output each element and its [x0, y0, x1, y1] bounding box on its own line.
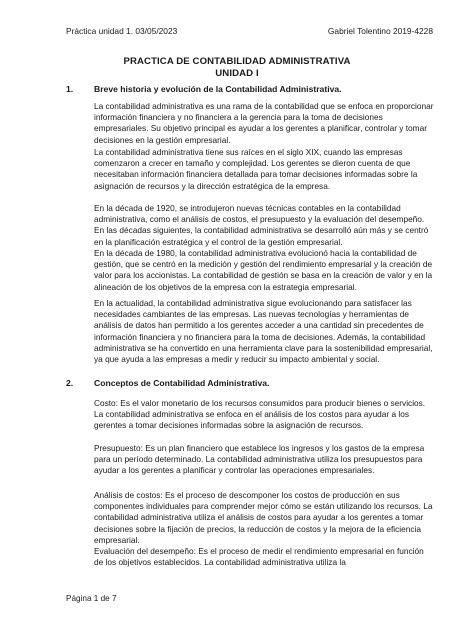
section-heading-2	[66, 378, 269, 388]
paragraph: En la década de 1980, la contabilidad administrativa evolucionó hacia la contabilidad de gestión, que se centró en la medición y gestión del rendimiento empresarial y la creación de valor para los accionistas. La contabilidad de gestión se basa en la creación de valor y en la alineación de los objetivos de la empresa con la estrategia empresarial.	[94, 248, 433, 292]
paragraph: Análisis de costos: Es el proceso de descomponer los costos de producción en sus componentes individuales para comprender mejor cómo se están utilizando los recursos. La contabilidad administrativa utiliza el análisis de costos para ayudar a los gerentes a tomar decisiones sobre la fijación de precios, la reducción de costos y la mejora de la eficiencia empresarial.	[94, 490, 433, 545]
section-title: Breve historia y evolución de la Contabilidad Administrativa.	[94, 84, 342, 94]
paragraph: Costo: Es el valor monetario de los recursos consumidos para producir bienes o servicios. La contabilidad administrativa se enfoca en el análisis de los costos para ayudar a los gerentes a tomar decisiones informadas sobre la asignación de recursos.	[94, 398, 426, 431]
header-left: Práctica unidad 1. 03/05/2023	[66, 26, 178, 36]
paragraph: En la década de 1920, se introdujeron nuevas técnicas contables en la contabilidad administrativa, como el análisis de costos, el presupuesto y la evaluación del desempeño. En las décadas siguientes, la contabilidad administrativa se desarrolló aún más y se centró en la planificación estratégica y el control de la gestión empresarial.	[94, 203, 429, 247]
document-subtitle: UNIDAD I	[215, 68, 259, 79]
paragraph: Evaluación del desempeño: Es el proceso de medir el rendimiento empresarial en función de los objetivos establecidos. La contabilidad administrativa utiliza la	[94, 546, 424, 568]
paragraph: La contabilidad administrativa tiene sus raíces en el siglo XIX, cuando las empresas comenzaron a crecer en tamaño y complejidad. Los gerentes se dieron cuenta de que necesitaban información financiera detallada para tomar decisiones informadas sobre la asignación de recursos y la dirección estratégica de la empresa.	[94, 147, 418, 191]
section-title: Conceptos de Contabilidad Administrativa.	[94, 378, 270, 388]
paragraph: Presupuesto: Es un plan financiero que establece los ingresos y los gastos de la empresa para un período determinado. La contabilidad administrativa utiliza los presupuestos para ayudar a los gerentes a planificar y controlar las operaciones empresariales.	[94, 443, 425, 476]
paragraph: En la actualidad, la contabilidad administrativa sigue evolucionando para satisfacer las necesidades cambiantes de las empresas. Las nuevas tecnologías y herramientas de análisis de datos han permitido a los gerentes acceder a una cantidad sin precedentes de información financiera y no financiera para la toma de decisiones. Además, la contabilidad administrativa se ha convertido en una herramienta clave para la sostenibilidad empresarial, ya que ayuda a las empresas a medir y reducir su impacto ambiental y social.	[94, 298, 433, 365]
section-number: 1.	[66, 84, 74, 94]
header-right: Gabriel Tolentino 2019-4228	[327, 26, 433, 36]
paragraph: La contabilidad administrativa es una rama de la contabilidad que se enfoca en proporcionar información financiera y no financiera a la gerencia para la toma de decisiones empresariales. Su objetivo principal es ayudar a los gerentes a planificar, controlar y tomar decisiones en la gestión empresarial.	[94, 101, 434, 145]
document-title: PRACTICA DE CONTABILIDAD ADMINISTRATIVA	[123, 56, 351, 67]
page-number-footer: Página 1 de 7	[66, 594, 117, 603]
section-heading-1	[66, 84, 342, 94]
section-number: 2.	[66, 378, 74, 388]
